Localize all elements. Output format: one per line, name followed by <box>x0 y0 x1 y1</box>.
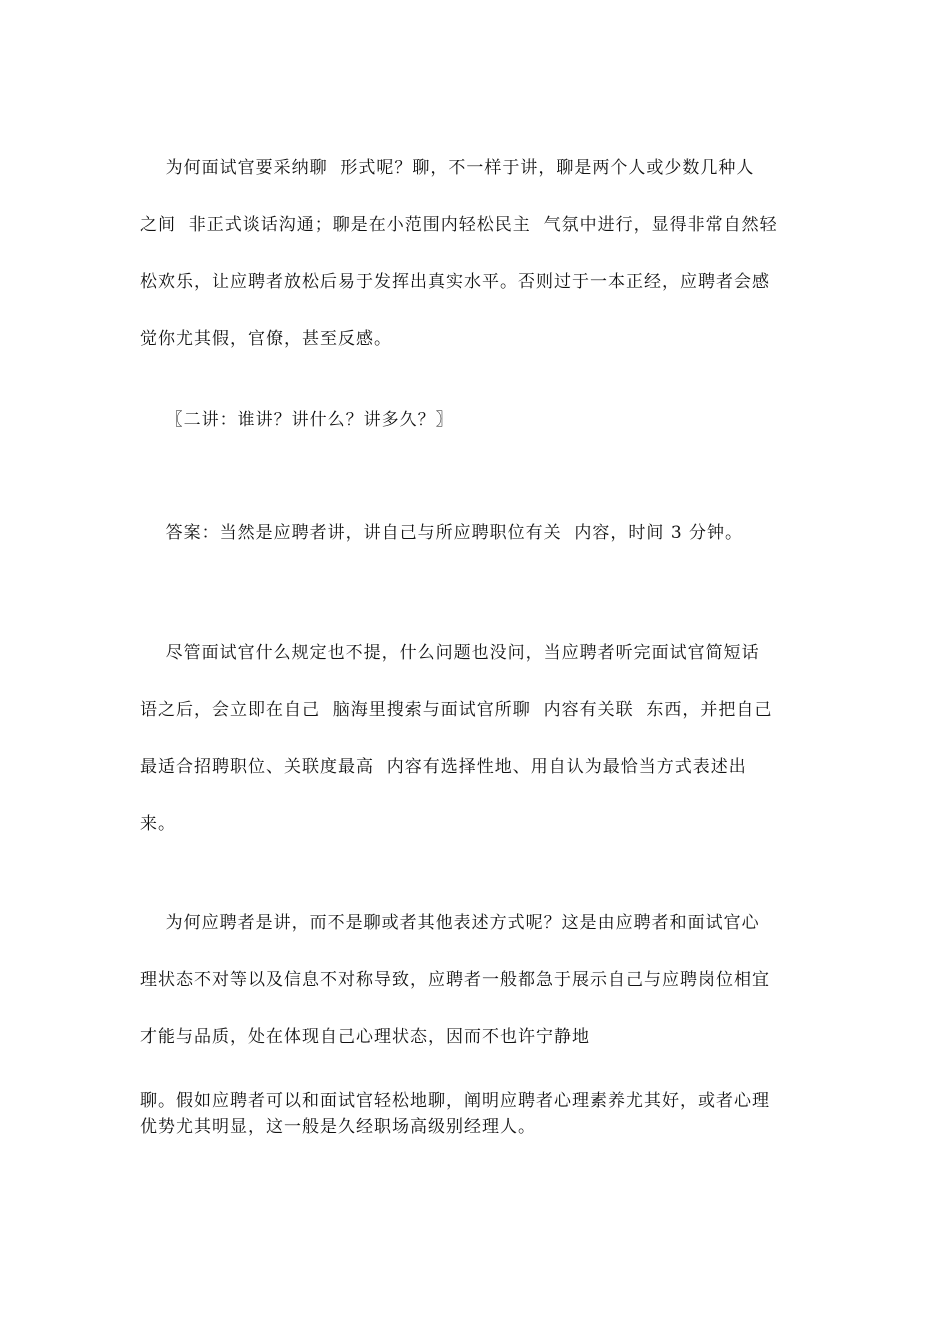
heading-text: 〖二讲：谁讲？讲什么？讲多久？〗 <box>140 410 454 430</box>
text-line: 语之后，会立即在自己 脑海里搜索与面试官所聊 内容有关联 东西，并把自己 <box>140 700 773 720</box>
paragraph-even-though <box>140 625 820 853</box>
text-line: 答案：当然是应聘者讲，讲自己与所应聘职位有关 内容，时间 3 分钟。 <box>140 523 744 543</box>
paragraph-continuation <box>140 1088 820 1140</box>
text-line: 为何应聘者是讲，而不是聊或者其他表述方式呢？这是由应聘者和面试官心 <box>140 913 760 933</box>
paragraph-why-speak <box>140 895 820 1066</box>
text-line: 松欢乐，让应聘者放松后易于发挥出真实水平。否则过于一本正经，应聘者会感 <box>140 272 770 292</box>
text-line: 尽管面试官什么规定也不提，什么问题也没问，当应聘者听完面试官简短话 <box>140 643 760 663</box>
text-line: 觉你尤其假，官僚，甚至反感。 <box>140 329 392 349</box>
paragraph-answer <box>140 518 820 548</box>
text-line: 来。 <box>140 814 176 834</box>
text-line: 才能与品质，处在体现自己心理状态，因而不也许宁静地 <box>140 1027 590 1047</box>
text-line: 理状态不对等以及信息不对称导致，应聘者一般都急于展示自己与应聘岗位相宜 <box>140 970 770 990</box>
text-line: 优势尤其明显，这一般是久经职场高级别经理人。 <box>140 1117 536 1137</box>
text-line: 为何面试官要采纳聊 形式呢？聊，不一样于讲，聊是两个人或少数几种人 <box>140 158 755 178</box>
text-line: 聊。假如应聘者可以和面试官轻松地聊，阐明应聘者心理素养尤其好，或者心理 <box>140 1091 770 1111</box>
text-line: 之间 非正式谈话沟通；聊是在小范围内轻松民主 气氛中进行，显得非常自然轻 <box>140 215 778 235</box>
paragraph-why-chat <box>140 140 820 368</box>
text-line: 最适合招聘职位、关联度最高 内容有选择性地、用自认为最恰当方式表述出 <box>140 757 747 777</box>
section-heading <box>140 405 820 435</box>
